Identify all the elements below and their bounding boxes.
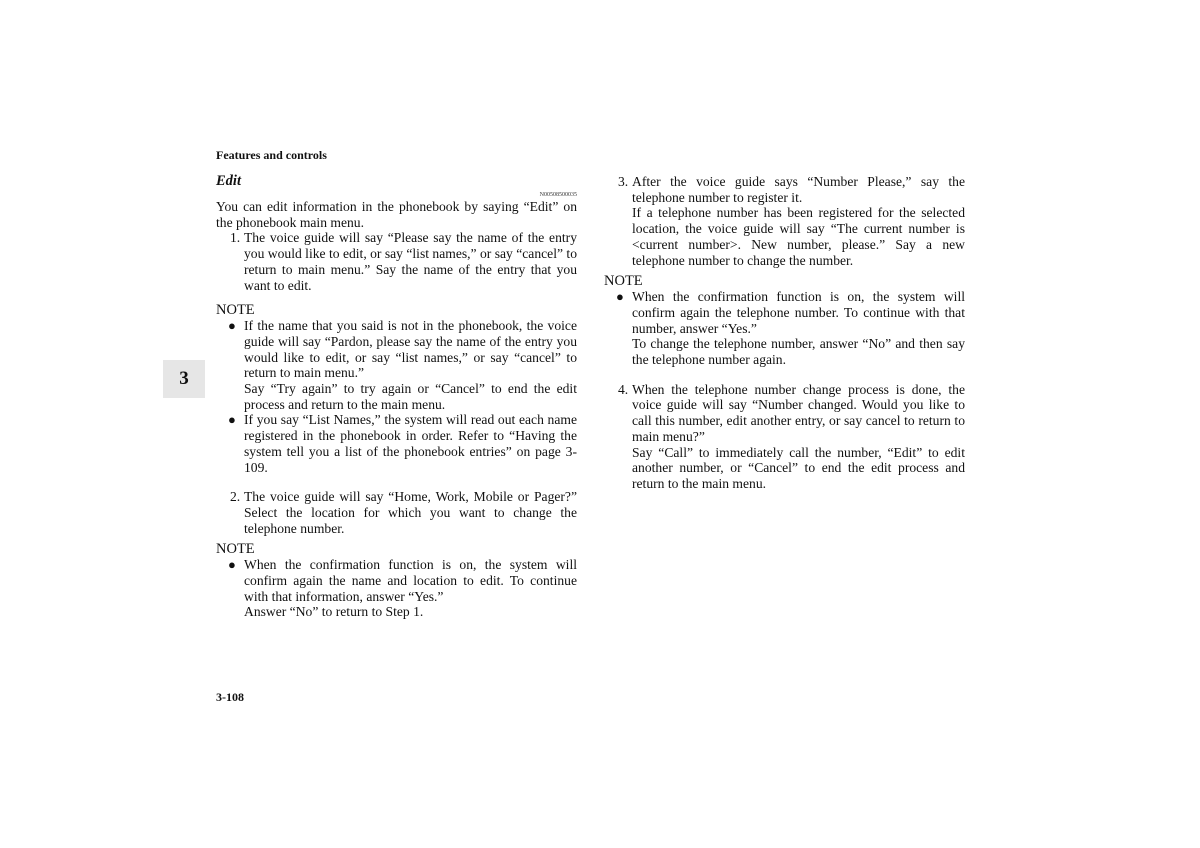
step-text: After the voice guide says “Number Please,” say the telephone number to register it.	[632, 174, 965, 205]
note-bullet	[216, 557, 577, 620]
section-header: Features and controls	[216, 148, 327, 162]
bullet-subtext: Answer “No” to return to Step 1.	[244, 604, 424, 620]
note-label: NOTE	[604, 273, 643, 290]
step-subtext: If a telephone number has been registered for the selected location, the voice guide will say “The current number is <current number>. New number, please.” Say a new telephone number to change the number.	[632, 205, 965, 268]
bullet-icon: ●	[228, 412, 236, 428]
note-label: NOTE	[216, 302, 255, 319]
edit-heading: Edit	[216, 173, 241, 189]
chapter-tab	[163, 360, 205, 398]
bullet-icon: ●	[228, 557, 236, 573]
step-4	[604, 382, 965, 492]
chapter-number: 3	[179, 368, 189, 389]
step-text: The voice guide will say “Home, Work, Mobile or Pager?” Select the location for which you want to change the telephone number.	[244, 489, 577, 536]
step-text: When the telephone number change process is done, the voice guide will say “Number changed. Would you like to call this number, edit another entry, or say cancel to return to main menu?”	[632, 381, 965, 444]
step-subtext: Say “Call” to immediately call the number, “Edit” to edit another number, or “Cancel” to end the edit process and return to the main menu.	[632, 444, 965, 491]
left-column	[216, 172, 577, 620]
note-bullet	[604, 289, 965, 368]
right-column	[604, 174, 965, 492]
note-bullet	[216, 412, 577, 475]
reference-code: N00508500035	[539, 192, 577, 198]
step-2	[216, 489, 577, 536]
bullet-icon: ●	[616, 289, 624, 305]
bullet-text: If you say “List Names,” the system will read out each name registered in the phonebook in order. Refer to “Having the system tell you a list of the phonebook entries” on page 3-109.	[244, 412, 577, 475]
bullet-subtext: Say “Try again” to try again or “Cancel” to end the edit process and return to the main menu.	[244, 381, 577, 412]
step-number: 1.	[230, 230, 241, 246]
step-1	[216, 230, 577, 293]
bullet-icon: ●	[228, 318, 236, 334]
bullet-subtext: To change the telephone number, answer “No” and then say the telephone number again.	[632, 336, 965, 368]
bullet-text: If the name that you said is not in the phonebook, the voice guide will say “Pardon, please say the name of the entry you would like to edit, or say “list names,” or say “cancel” to return to main menu.”	[244, 318, 577, 381]
step-text: The voice guide will say “Please say the name of the entry you would like to edit, or say “list names,” or say “cancel” to return to main menu.” Say the name of the entry that you want to edit.	[244, 230, 577, 293]
step-3	[604, 174, 965, 268]
step-number: 3.	[618, 174, 629, 189]
bullet-text: When the confirmation function is on, the system will confirm again the name and location to edit. To continue with that information, answer “Yes.”	[244, 557, 577, 604]
intro-paragraph: You can edit information in the phonebook by saying “Edit” on the phonebook main menu.	[216, 199, 577, 230]
step-number: 4.	[618, 381, 629, 397]
note-bullet	[216, 318, 577, 412]
note-label: NOTE	[216, 541, 255, 558]
page-number: 3-108	[216, 690, 244, 704]
bullet-text: When the confirmation function is on, the system will confirm again the telephone number. To continue with that number, answer “Yes.”	[632, 289, 965, 336]
step-number: 2.	[230, 489, 241, 505]
